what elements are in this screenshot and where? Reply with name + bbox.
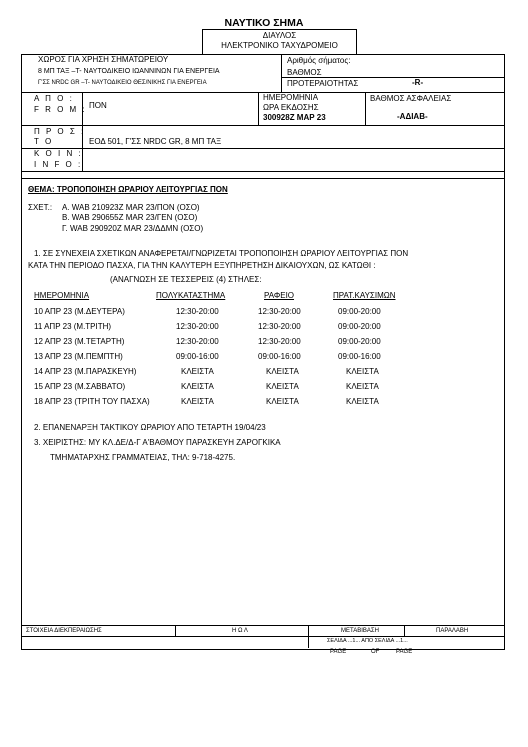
channel-label: ΔΙΑΥΛΟΣ <box>262 31 297 40</box>
divider <box>258 92 259 125</box>
cell-store: 12:30-20:00 <box>176 307 219 316</box>
from-label-en: F R O M : <box>34 105 87 114</box>
references-label: ΣΧΕΤ.: <box>28 203 53 212</box>
cell-date: 14 ΑΠΡ 23 (Μ.ΠΑΡΑΣΚΕΥΗ) <box>34 367 137 376</box>
paragraph-1-line-2: ΚΑΤΑ ΤΗΝ ΠΕΡΙΟΔΟ ΠΑΣΧΑ, ΓΙΑ ΤΗΝ ΚΑΛΥΤΕΡΗ ΕΞΥΠΗΡΕΤΗΣΗ ΔΙΚΑΙΟΥΧΩΝ, ΩΣ ΚΑΤΩΘΙ : <box>28 261 376 270</box>
rule <box>21 148 505 149</box>
cell-fuel: ΚΛΕΙΣΤΑ <box>346 367 379 376</box>
cell-office: ΚΛΕΙΣΤΑ <box>266 367 299 376</box>
subject-line: ΘΕΜΑ: ΤΡΟΠΟΠΟΙΗΣΗ ΩΡΑΡΙΟΥ ΛΕΙΤΟΥΡΓΙΑΣ ΠΟΝ <box>28 185 228 194</box>
cell-office: 12:30-20:00 <box>258 337 301 346</box>
cell-fuel: ΚΛΕΙΣΤΑ <box>346 382 379 391</box>
from-label-gr: Α Π Ο : <box>34 94 74 103</box>
cell-office: 09:00-16:00 <box>258 352 301 361</box>
rule <box>21 125 505 126</box>
reference-item: Α. WAB 210923Z MAR 23/ΠΟΝ (ΟΣΟ) <box>62 203 200 212</box>
issue-date-label-1: ΗΜΕΡΟΜΗΝΙΑ <box>263 93 319 102</box>
issue-date-value: 300928Z ΜΑΡ 23 <box>263 113 326 122</box>
registry-line-2: Γ'ΣΣ NRDC GR –T- ΝΑΥΤΟΔΙΚΕΙΟ ΘΕΣ/ΝΙΚΗΣ ΓΙΑ ΕΝΕΡΓΕΙΑ <box>38 80 207 86</box>
priority-label-1: ΒΑΘΜΟΣ <box>287 68 322 77</box>
from-value: ΠΟΝ <box>89 101 107 110</box>
info-label-en: I N F O : <box>34 160 83 169</box>
divider <box>281 54 282 92</box>
rule <box>21 171 505 172</box>
paragraph-2: 2. ΕΠΑΝΕΝΑΡΞΗ ΤΑΚΤΙΚΟΥ ΩΡΑΡΙΟΥ ΑΠΟ ΤΕΤΑΡΤΗ 19/04/23 <box>34 423 266 432</box>
cell-fuel: 09:00-20:00 <box>338 322 381 331</box>
paragraph-3-line-2: ΤΜΗΜΑΤΑΡΧΗΣ ΓΡΑΜΜΑΤΕΙΑΣ, ΤΗΛ: 9-718-4275. <box>50 453 236 462</box>
cell-date: 12 ΑΠΡ 23 (Μ.ΤΕΤΑΡΤΗ) <box>34 337 125 346</box>
page-of-label: OF <box>371 649 380 655</box>
cell-fuel: 09:00-20:00 <box>338 337 381 346</box>
rule <box>281 77 505 78</box>
cell-date: 18 ΑΠΡ 23 (ΤΡΙΤΗ ΤΟΥ ΠΑΣΧΑ) <box>34 397 150 406</box>
registry-label: ΧΩΡΟΣ ΓΙΑ ΧΡΗΣΗ ΣΗΜΑΤΩΡΕΙΟΥ <box>38 55 169 64</box>
cell-date: 15 ΑΠΡ 23 (Μ.ΣΑΒΒΑΤΟ) <box>34 382 126 391</box>
footer-receipt-label: ΠΑΡΑΛΑΒΗ <box>436 628 469 634</box>
cell-store: 09:00-16:00 <box>176 352 219 361</box>
footer-transmission-label: ΜΕΤΑΒΙΒΑΣΗ <box>341 628 379 634</box>
page-count-gr: ΣΕΛΙΔΑ ...1... ΑΠΟ ΣΕΛΙΔΑ ...1... <box>327 638 408 644</box>
column-header-store: ΠΟΛΥΚΑΤΑΣΤΗΜΑ <box>156 291 226 300</box>
reference-item: Β. WAB 290655Z MAR 23/ΓΕΝ (ΟΣΟ) <box>62 213 198 222</box>
cell-office: 12:30-20:00 <box>258 322 301 331</box>
cell-fuel: 09:00-20:00 <box>338 307 381 316</box>
paragraph-1-line-3: (ΑΝΑΓΝΩΣΗ ΣΕ ΤΕΣΣΕΡΕΙΣ (4) ΣΤΗΛΕΣ: <box>110 275 262 284</box>
divider <box>365 92 366 125</box>
page-label-1: PAGE <box>330 649 347 655</box>
channel-value: ΗΛΕΚΤΡΟΝΙΚΟ ΤΑΧΥΔΡΟΜΕΙΟ <box>221 41 338 50</box>
cell-store: 12:30-20:00 <box>176 337 219 346</box>
rule <box>21 625 505 626</box>
divider <box>308 636 309 648</box>
cell-store: ΚΛΕΙΣΤΑ <box>181 367 214 376</box>
to-label-en: T O <box>34 137 54 146</box>
cell-store: ΚΛΕΙΣΤΑ <box>181 382 214 391</box>
reference-item: Γ. WAB 290920Z MAR 23/ΔΔΜΝ (ΟΣΟ) <box>62 224 204 233</box>
divider <box>404 625 405 636</box>
divider <box>175 625 176 636</box>
security-label: ΒΑΘΜΟΣ ΑΣΦΑΛΕΙΑΣ <box>370 94 452 103</box>
signal-number-label: Αριθμός σήματος: <box>287 56 351 65</box>
cell-date: 11 ΑΠΡ 23 (Μ.ΤΡΙΤΗ) <box>34 322 112 331</box>
to-value: ΕΟΔ 501, Γ'ΣΣ NRDC GR, 8 ΜΠ ΤΑΞ <box>89 137 222 146</box>
column-header-office: ΡΑΦΕΙΟ <box>264 291 295 300</box>
cell-office: ΚΛΕΙΣΤΑ <box>266 397 299 406</box>
column-header-fuel: ΠΡΑΤ.ΚΑΥΣΙΜΩΝ <box>333 291 396 300</box>
rule <box>21 636 505 637</box>
to-label-gr: Π Ρ Ο Σ : <box>34 127 86 136</box>
priority-value: -R- <box>412 78 424 87</box>
page-label-2: PAGE <box>396 649 413 655</box>
cell-office: 12:30-20:00 <box>258 307 301 316</box>
cell-date: 10 ΑΠΡ 23 (Μ.ΔΕΥΤΕΡΑ) <box>34 307 125 316</box>
paragraph-3-line-1: 3. ΧΕΙΡΙΣΤΗΣ: ΜΥ ΚΛ.ΔΕ/Δ-Γ Α'ΒΑΘΜΟΥ ΠΑΡΑΣΚΕΥΗ ΖΑΡΟΓΚΙΚΑ <box>34 438 281 447</box>
cell-fuel: 09:00-16:00 <box>338 352 381 361</box>
cell-store: 12:30-20:00 <box>176 322 219 331</box>
cell-fuel: ΚΛΕΙΣΤΑ <box>346 397 379 406</box>
issue-date-label-2: ΩΡΑ ΕΚΔΟΣΗΣ <box>263 103 319 112</box>
registry-line-1: 8 ΜΠ ΤΑΞ –T- ΝΑΥΤΟΔΙΚΕΙΟ ΙΩΑΝΝΙΝΩΝ ΓΙΑ ΕΝΕΡΓΕΙΑ <box>38 68 220 75</box>
column-header-date: ΗΜΕΡΟΜΗΝΙΑ <box>34 291 90 300</box>
security-value: -ΑΔΙΑΒ- <box>397 112 428 121</box>
form-title: ΝΑΥΤΙΚΟ ΣΗΜΑ <box>224 17 304 29</box>
cell-date: 13 ΑΠΡ 23 (Μ.ΠΕΜΠΤΗ) <box>34 352 123 361</box>
rule <box>21 178 505 179</box>
priority-label-2: ΠΡΟΤΕΡΑΙΟΤΗΤΑΣ <box>287 79 359 88</box>
info-label-gr: Κ Ο Ι Ν : <box>34 149 83 158</box>
paragraph-1-line-1: 1. ΣΕ ΣΥΝΕΧΕΙΑ ΣΧΕΤΙΚΩΝ ΑΝΑΦΕΡΕΤΑΙ/ΓΝΩΡΙΖΕΤΑΙ ΤΡΟΠΟΠΟΙΗΣΗ ΩΡΑΡΙΟΥ ΛΕΙΤΟΥΡΓΙΑΣ ΠΟΝ <box>34 249 409 258</box>
footer-dtg-label: Η Ω Λ <box>232 628 248 634</box>
cell-office: ΚΛΕΙΣΤΑ <box>266 382 299 391</box>
cell-store: ΚΛΕΙΣΤΑ <box>181 397 214 406</box>
footer-processing-label: ΣΤΟΙΧΕΙΑ ΔΙΕΚΠΕΡΑΙΩΣΗΣ <box>26 628 102 634</box>
divider <box>308 625 309 636</box>
